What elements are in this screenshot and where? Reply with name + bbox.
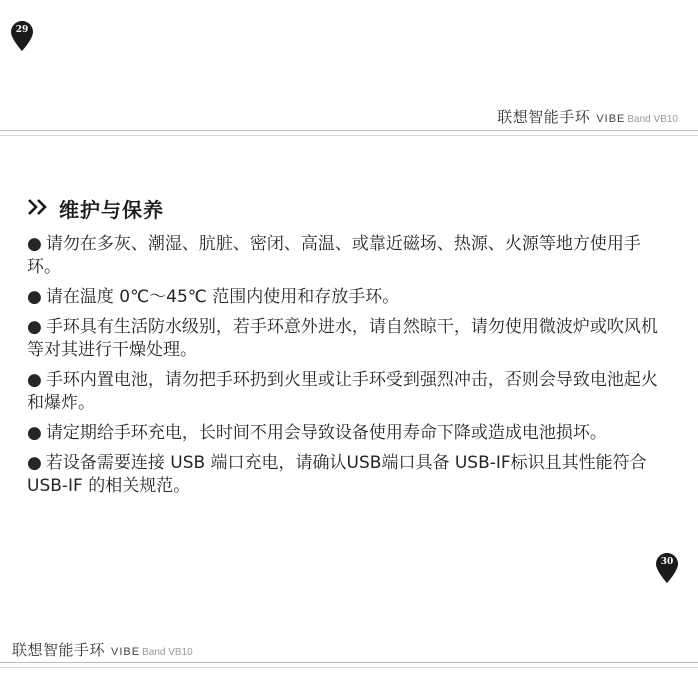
page-number: 30	[660, 557, 674, 567]
double-chevron-right-icon	[27, 198, 49, 220]
divider	[0, 130, 698, 131]
header-model: Band VB10	[142, 647, 193, 658]
page-number: 29	[15, 25, 29, 35]
page-header	[12, 639, 193, 660]
bullet-icon: ●	[27, 423, 42, 443]
page-header	[497, 106, 678, 127]
list-item	[27, 286, 672, 309]
section-heading	[27, 194, 164, 223]
list-item-text: 手环具有生活防水级别，若手环意外进水，请自然晾干，请勿使用微波炉或吹风机等对其进行干燥处理。	[27, 317, 658, 360]
care-instructions-list	[27, 233, 672, 505]
bullet-icon: ●	[27, 317, 42, 337]
page-number-badge	[656, 553, 678, 583]
bullet-icon: ●	[27, 234, 42, 254]
list-item-text: 若设备需要连接 USB 端口充电，请确认USB端口具备 USB-IF标识且其性能符合 USB-IF 的相关规范。	[27, 453, 647, 496]
header-model: Band VB10	[627, 114, 678, 125]
list-item-text: 请在温度 0℃～45℃ 范围内使用和存放手环。	[45, 287, 400, 307]
list-item	[27, 316, 672, 362]
list-item	[27, 233, 672, 279]
divider	[0, 667, 698, 668]
page-number-badge	[11, 21, 33, 51]
divider	[0, 662, 698, 663]
divider	[0, 135, 698, 136]
bullet-icon: ●	[27, 370, 42, 390]
header-brand: VIBE	[596, 113, 626, 125]
list-item-text: 请定期给手环充电，长时间不用会导致设备使用寿命下降或造成电池损坏。	[45, 423, 607, 443]
bullet-icon: ●	[27, 453, 42, 473]
section-title: 维护与保养	[59, 198, 164, 222]
list-item	[27, 422, 672, 445]
header-brand: VIBE	[111, 646, 141, 658]
bullet-icon: ●	[27, 287, 42, 307]
list-item	[27, 452, 672, 498]
header-title: 联想智能手环	[497, 108, 591, 126]
list-item-text: 手环内置电池，请勿把手环扔到火里或让手环受到强烈冲击，否则会导致电池起火和爆炸。	[27, 370, 658, 413]
list-item-text: 请勿在多灰、潮湿、肮脏、密闭、高温、或靠近磁场、热源、火源等地方使用手环。	[27, 234, 641, 277]
header-title: 联想智能手环	[12, 641, 106, 659]
list-item	[27, 369, 672, 415]
